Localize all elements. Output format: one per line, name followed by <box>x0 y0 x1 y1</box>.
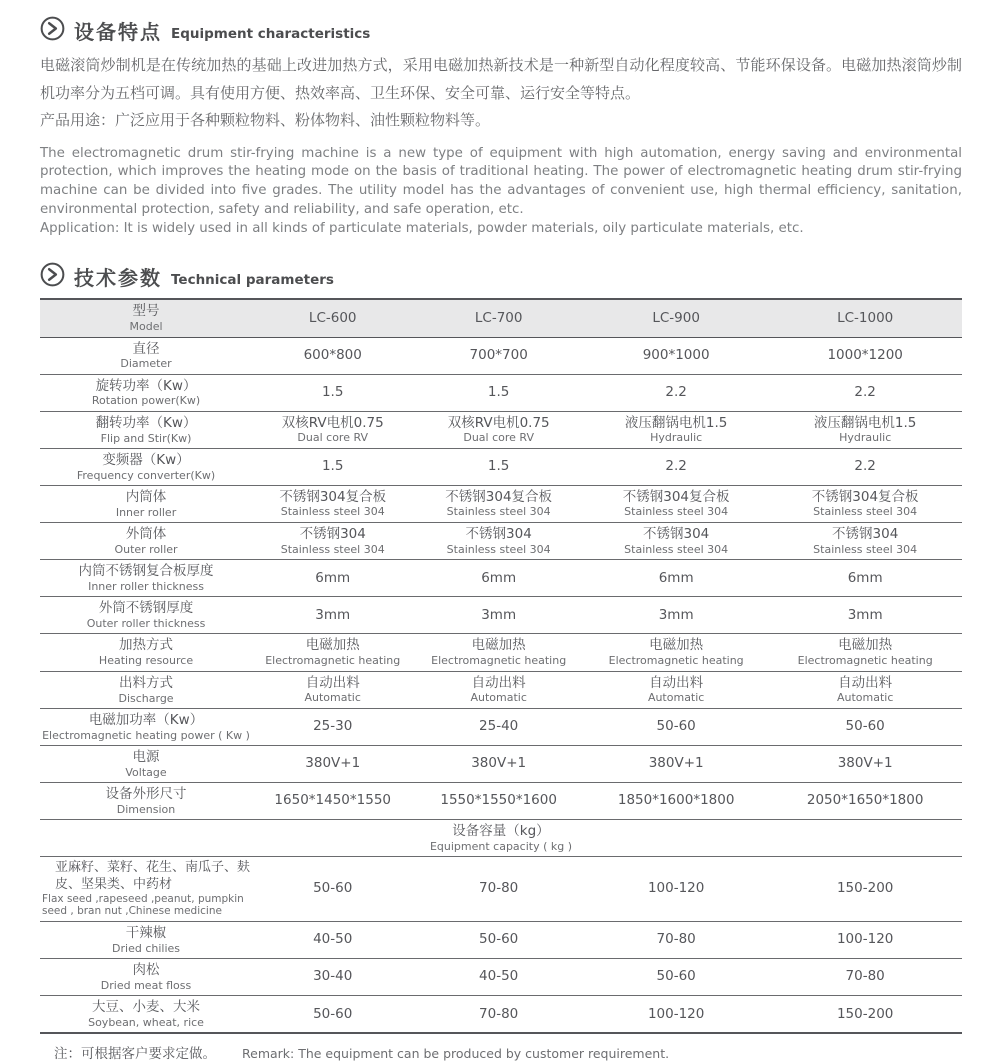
row-label-zh: 电源 <box>132 748 160 765</box>
cell-subvalue: Stainless steel 304 <box>446 542 551 556</box>
value-cell <box>252 597 413 634</box>
cell-value: 6mm <box>658 569 694 586</box>
model-name: LC-900 <box>652 309 700 326</box>
row-label <box>40 560 252 597</box>
value-cell <box>252 634 413 671</box>
row-label <box>40 634 252 671</box>
capacity-row-flax-seed-group <box>40 857 962 922</box>
capacity-row-soybean-wheat-rice <box>40 996 962 1034</box>
row-label-en: Flax seed ,rapeseed ,peanut, pumpkin seed , bran nut ,Chinese medicine <box>42 892 244 918</box>
value-cell <box>413 996 584 1034</box>
value-cell <box>584 374 768 411</box>
value-cell <box>252 922 413 959</box>
row-label-en: Dried meat floss <box>100 979 192 993</box>
row-label-en: Flip and Stir(Kw) <box>100 431 192 445</box>
value-cell <box>768 485 962 522</box>
value-cell <box>252 745 413 782</box>
row-label-zh: 外筒体 <box>125 526 167 543</box>
cell-value: 自动出料 <box>305 674 360 691</box>
cell-value: 不锈钢304复合板 <box>279 488 387 505</box>
cell-value: 2050*1650*1800 <box>806 792 924 809</box>
spec-row-frequency-converter <box>40 448 962 485</box>
cell-subvalue: Electromagnetic heating <box>797 653 933 667</box>
cell-subvalue: Stainless steel 304 <box>813 505 918 519</box>
spec-row-diameter <box>40 337 962 374</box>
cell-value: 3mm <box>315 606 351 623</box>
row-label <box>40 485 252 522</box>
model-label-en: Model <box>129 320 163 334</box>
row-label-en: Heating resource <box>98 654 194 668</box>
cell-value: 50-60 <box>656 718 696 735</box>
value-cell <box>584 597 768 634</box>
cell-value: 70-80 <box>479 880 519 897</box>
value-cell <box>584 782 768 819</box>
cell-value: 70-80 <box>845 968 885 985</box>
model-name: LC-600 <box>308 309 357 326</box>
row-label <box>40 523 252 560</box>
spec-row-electromagnetic-heating-power <box>40 708 962 745</box>
row-label <box>40 708 252 745</box>
row-label <box>40 857 252 922</box>
features-section-heading <box>40 16 962 42</box>
value-cell <box>584 708 768 745</box>
value-cell <box>413 597 584 634</box>
value-cell <box>252 857 413 922</box>
value-cell <box>252 411 413 448</box>
cell-value: 1.5 <box>321 383 344 400</box>
spec-row-inner-roller <box>40 485 962 522</box>
cell-value: 2.2 <box>665 458 687 475</box>
features-title-zh: 设备特点 <box>74 20 162 44</box>
spec-rows-body <box>40 337 962 819</box>
value-cell <box>413 745 584 782</box>
value-cell <box>413 560 584 597</box>
row-label <box>40 996 252 1034</box>
cell-value: 380V+1 <box>305 755 361 772</box>
value-cell <box>413 374 584 411</box>
row-label <box>40 671 252 708</box>
row-label-en: Outer roller <box>114 543 178 557</box>
cell-value: 双核RV电机0.75 <box>281 414 384 431</box>
cell-value: 380V+1 <box>648 755 704 772</box>
capacity-label-zh: 设备容量（kg） <box>452 822 550 839</box>
capacity-header-body <box>40 819 962 856</box>
cell-value: 50-60 <box>845 718 885 735</box>
spec-row-rotation-power <box>40 374 962 411</box>
capacity-row-dried-chilies <box>40 922 962 959</box>
cell-value: 50-60 <box>479 931 519 948</box>
row-label-zh: 变频器（Kw） <box>102 451 190 468</box>
value-cell <box>252 708 413 745</box>
cell-subvalue: Electromagnetic heating <box>265 653 401 667</box>
cell-value: 不锈钢304复合板 <box>445 488 553 505</box>
capacity-row-dried-meat-floss <box>40 959 962 996</box>
cell-value: 1.5 <box>487 458 510 475</box>
cell-value: 2.2 <box>854 458 876 475</box>
capacity-rows-body <box>40 857 962 1034</box>
spec-row-voltage <box>40 745 962 782</box>
row-label-en: Frequency converter(Kw) <box>76 468 216 482</box>
cell-subvalue: Stainless steel 304 <box>280 542 385 556</box>
spec-row-inner-roller-thickness <box>40 560 962 597</box>
value-cell <box>413 708 584 745</box>
value-cell <box>584 959 768 996</box>
features-application-en: Application: It is widely used in all kinds of particulate materials, powder materials, oily particulate materials, etc. <box>40 220 804 236</box>
cell-subvalue: Electromagnetic heating <box>431 653 567 667</box>
model-label-zh: 型号 <box>132 303 160 320</box>
cell-subvalue: Automatic <box>647 691 705 705</box>
value-cell <box>768 374 962 411</box>
cell-value: 1550*1550*1600 <box>440 792 557 809</box>
cell-value: 100-120 <box>836 931 894 948</box>
value-cell <box>768 560 962 597</box>
model-header-label <box>40 299 252 337</box>
value-cell <box>584 411 768 448</box>
value-cell <box>413 922 584 959</box>
row-label <box>40 959 252 996</box>
cell-value: 不锈钢304 <box>832 526 899 543</box>
cell-value: 50-60 <box>313 1005 353 1022</box>
row-label-zh: 加热方式 <box>119 637 174 654</box>
cell-value: 100-120 <box>647 1005 705 1022</box>
cell-value: 6mm <box>481 569 517 586</box>
cell-value: 380V+1 <box>471 755 527 772</box>
value-cell <box>413 337 584 374</box>
value-cell <box>584 560 768 597</box>
row-label <box>40 782 252 819</box>
value-cell <box>768 782 962 819</box>
value-cell <box>584 337 768 374</box>
cell-value: 液压翻锅电机1.5 <box>813 414 917 431</box>
value-cell <box>413 411 584 448</box>
value-cell <box>252 782 413 819</box>
row-label-zh: 肉松 <box>132 962 160 979</box>
value-cell <box>413 634 584 671</box>
cell-value: 3mm <box>658 606 694 623</box>
row-label-zh: 电磁加功率（Kw） <box>88 711 204 728</box>
cell-subvalue: Stainless steel 304 <box>813 542 918 556</box>
note-zh: 注：可根据客户要求定做。 <box>54 1046 216 1062</box>
row-label-zh: 大豆、小麦、大米 <box>92 999 201 1016</box>
cell-value: 1.5 <box>321 458 344 475</box>
value-cell <box>252 671 413 708</box>
model-header-row <box>40 299 962 337</box>
features-usage-zh: 产品用途：广泛应用于各种颗粒物料、粉体物料、油性颗粒物料等。 <box>40 111 491 129</box>
value-cell <box>252 523 413 560</box>
parameters-title-zh: 技术参数 <box>74 266 162 291</box>
cell-value: 1850*1600*1800 <box>617 792 735 809</box>
cell-value: 150-200 <box>836 880 894 897</box>
technical-parameters-table <box>40 298 962 1034</box>
value-cell <box>768 634 962 671</box>
capacity-label-en: Equipment capacity ( kg ) <box>429 839 573 853</box>
row-label-zh: 翻转功率（Kw） <box>95 414 197 431</box>
spec-row-dimension <box>40 782 962 819</box>
value-cell <box>768 597 962 634</box>
model-name: LC-700 <box>474 309 523 326</box>
value-cell <box>768 745 962 782</box>
cell-value: 600*800 <box>303 346 362 363</box>
value-cell <box>413 782 584 819</box>
circle-arrow-icon <box>40 262 65 287</box>
cell-subvalue: Stainless steel 304 <box>446 505 551 519</box>
circle-arrow-icon <box>40 16 65 41</box>
cell-value: 不锈钢304 <box>299 526 366 543</box>
model-cell <box>252 299 413 337</box>
cell-value: 2.2 <box>854 383 876 400</box>
cell-value: 1000*1200 <box>827 346 903 363</box>
row-label-en: Dried chilies <box>112 942 181 956</box>
row-label-zh: 亚麻籽、菜籽、花生、南瓜子、麸皮、坚果类、中药材 <box>55 860 251 892</box>
cell-value: 电磁加热 <box>471 637 526 654</box>
cell-subvalue: Automatic <box>304 691 361 705</box>
value-cell <box>768 337 962 374</box>
cell-value: 不锈钢304复合板 <box>811 488 919 505</box>
value-cell <box>768 523 962 560</box>
value-cell <box>584 523 768 560</box>
value-cell <box>252 337 413 374</box>
customization-note <box>54 1042 962 1062</box>
value-cell <box>768 996 962 1034</box>
value-cell <box>413 523 584 560</box>
note-en: Remark: The equipment can be produced by customer requirement. <box>242 1046 670 1062</box>
cell-value: 40-50 <box>479 968 519 985</box>
cell-value: 40-50 <box>313 931 353 948</box>
model-name: LC-1000 <box>837 309 894 326</box>
parameters-title-en: Technical parameters <box>171 272 334 289</box>
cell-value: 2.2 <box>665 383 687 400</box>
cell-value: 电磁加热 <box>649 637 704 654</box>
value-cell <box>584 745 768 782</box>
cell-value: 25-30 <box>313 718 353 735</box>
cell-value: 700*700 <box>469 346 528 363</box>
cell-value: 6mm <box>315 569 351 586</box>
model-cell <box>584 299 768 337</box>
row-label-en: Dimension <box>116 802 176 816</box>
value-cell <box>252 374 413 411</box>
value-cell <box>584 857 768 922</box>
row-label-zh: 出料方式 <box>119 674 174 691</box>
cell-value: 1650*1450*1550 <box>274 792 391 809</box>
features-paragraph-zh: 电磁滚筒炒制机是在传统加热的基础上改进加热方式，采用电磁加热新技术是一种新型自动化程度较高、节能环保设备。电磁加热滚筒炒制机功率分为五档可调。具有使用方便、热效率高、卫生环保、安全可靠、运行安全等特点。 <box>40 56 962 102</box>
value-cell <box>584 634 768 671</box>
row-label-zh: 设备外形尺寸 <box>105 785 187 802</box>
cell-value: 100-120 <box>647 880 705 897</box>
value-cell <box>768 671 962 708</box>
value-cell <box>768 708 962 745</box>
cell-value: 自动出料 <box>838 674 893 691</box>
cell-value: 液压翻锅电机1.5 <box>624 414 728 431</box>
row-label-zh: 外筒不锈钢厚度 <box>98 600 194 617</box>
row-label <box>40 922 252 959</box>
cell-value: 3mm <box>847 606 883 623</box>
cell-value: 不锈钢304 <box>465 526 532 543</box>
value-cell <box>252 560 413 597</box>
cell-subvalue: Stainless steel 304 <box>624 505 729 519</box>
value-cell <box>584 996 768 1034</box>
capacity-header-row <box>40 819 962 856</box>
value-cell <box>584 922 768 959</box>
row-label-en: Inner roller <box>115 505 177 519</box>
cell-value: 25-40 <box>479 718 519 735</box>
cell-value: 3mm <box>481 606 517 623</box>
cell-value: 电磁加热 <box>305 637 360 654</box>
cell-value: 6mm <box>847 569 883 586</box>
value-cell <box>413 959 584 996</box>
cell-value: 900*1000 <box>642 346 710 363</box>
cell-value: 50-60 <box>656 968 696 985</box>
row-label-zh: 旋转功率（Kw） <box>95 377 197 394</box>
cell-subvalue: Automatic <box>836 691 894 705</box>
cell-subvalue: Stainless steel 304 <box>280 505 385 519</box>
cell-subvalue: Electromagnetic heating <box>608 653 744 667</box>
cell-value: 不锈钢304 <box>643 526 710 543</box>
value-cell <box>768 411 962 448</box>
row-label-zh: 内筒体 <box>125 488 167 505</box>
value-cell <box>768 857 962 922</box>
cell-subvalue: Dual core RV <box>463 431 534 445</box>
row-label-en: Soybean, wheat, rice <box>88 1016 204 1030</box>
value-cell <box>768 959 962 996</box>
features-paragraph-en: The electromagnetic drum stir-frying machine is a new type of equipment with high automation, energy saving and environmental protection, which improves the heating mode on the basis of traditional heating. The power of electromagnetic heating drum stir-frying machine can be divided into five grades. The utility model has the advantages of convenient use, high thermal efficiency, sanitation, environmental protection, safety and reliability, and safe operation, etc. <box>40 145 962 217</box>
cell-value: 70-80 <box>656 931 696 948</box>
cell-subvalue: Hydraulic <box>650 431 703 445</box>
row-label-en: Electromagnetic heating power ( Kw ) <box>42 728 250 742</box>
value-cell <box>768 922 962 959</box>
spec-row-discharge <box>40 671 962 708</box>
value-cell <box>252 448 413 485</box>
cell-value: 自动出料 <box>649 674 704 691</box>
value-cell <box>584 671 768 708</box>
value-cell <box>252 996 413 1034</box>
row-label <box>40 597 252 634</box>
cell-value: 70-80 <box>479 1005 519 1022</box>
value-cell <box>584 448 768 485</box>
row-label <box>40 374 252 411</box>
row-label-en: Outer roller thickness <box>86 617 206 631</box>
cell-value: 1.5 <box>487 383 510 400</box>
cell-value: 不锈钢304复合板 <box>622 488 730 505</box>
cell-subvalue: Hydraulic <box>839 431 892 445</box>
capacity-header-cell <box>40 819 962 856</box>
cell-value: 30-40 <box>313 968 353 985</box>
features-title-en: Equipment characteristics <box>171 25 371 42</box>
value-cell <box>252 485 413 522</box>
cell-subvalue: Dual core RV <box>297 431 369 445</box>
row-label-zh: 直径 <box>132 340 160 357</box>
cell-value: 双核RV电机0.75 <box>447 414 550 431</box>
row-label-en: Diameter <box>120 357 172 371</box>
value-cell <box>413 671 584 708</box>
cell-value: 电磁加热 <box>838 637 893 654</box>
value-cell <box>252 959 413 996</box>
cell-value: 380V+1 <box>837 755 893 772</box>
row-label-zh: 内筒不锈钢复合板厚度 <box>78 563 214 580</box>
row-label-en: Discharge <box>118 691 174 705</box>
cell-subvalue: Stainless steel 304 <box>624 542 729 556</box>
value-cell <box>584 485 768 522</box>
spec-row-outer-roller-thickness <box>40 597 962 634</box>
row-label <box>40 337 252 374</box>
cell-value: 150-200 <box>836 1005 894 1022</box>
spec-row-heating-resource <box>40 634 962 671</box>
row-label-en: Voltage <box>125 765 167 779</box>
row-label <box>40 745 252 782</box>
spec-row-outer-roller <box>40 523 962 560</box>
cell-subvalue: Automatic <box>470 691 527 705</box>
value-cell <box>413 857 584 922</box>
cell-value: 50-60 <box>313 880 353 897</box>
row-label-zh: 干辣椒 <box>125 925 167 942</box>
row-label <box>40 448 252 485</box>
value-cell <box>413 448 584 485</box>
row-label <box>40 411 252 448</box>
cell-value: 自动出料 <box>471 674 526 691</box>
row-label-en: Rotation power(Kw) <box>91 394 201 408</box>
model-cell <box>768 299 962 337</box>
row-label-en: Inner roller thickness <box>88 580 204 594</box>
parameters-section-heading <box>40 262 962 291</box>
value-cell <box>768 448 962 485</box>
value-cell <box>413 485 584 522</box>
spec-row-flip-and-stir <box>40 411 962 448</box>
model-cell <box>413 299 584 337</box>
